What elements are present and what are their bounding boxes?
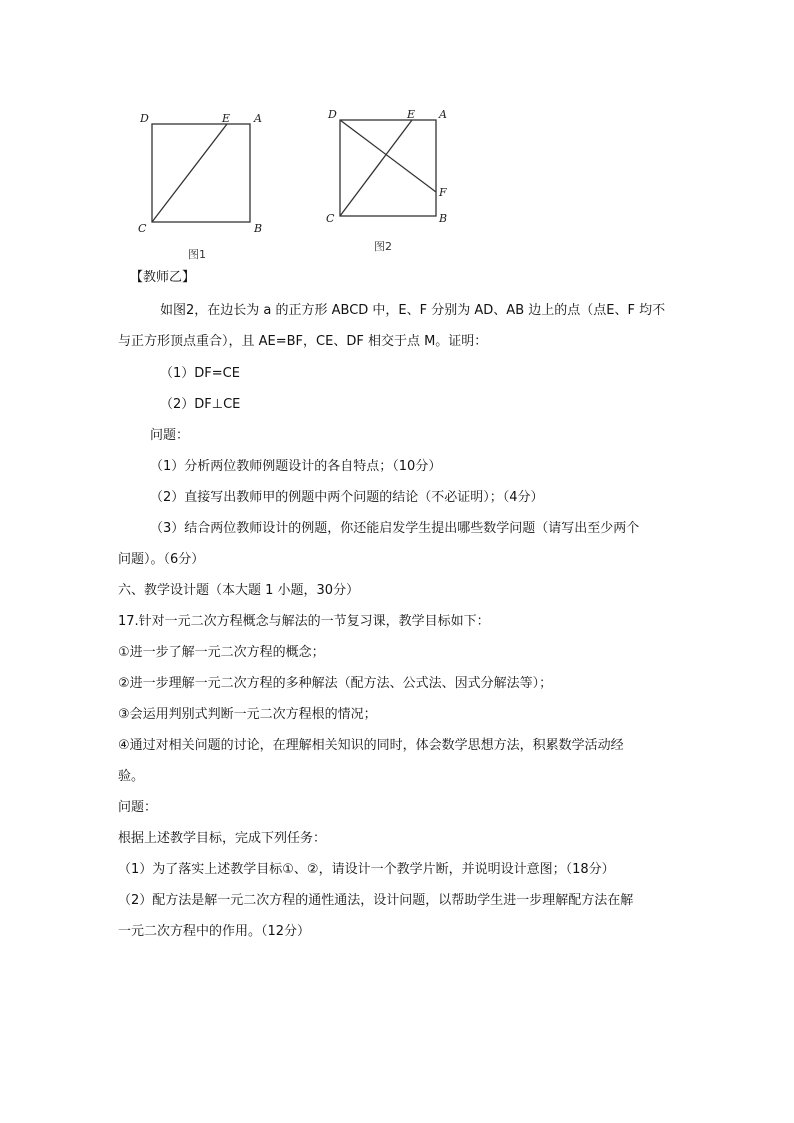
problem-text-line-1: 如图2，在边长为 a 的正方形 ABCD 中，E、F 分别为 AD、AB 边上的点（点E、F 均不 (160, 303, 666, 318)
task-2-line-1: （2）配方法是解一元二次方程的通性通法，设计问题，以帮助学生进一步理解配方法在解 (118, 893, 634, 908)
goal-4-line-1: ④通过对相关问题的讨论，在理解相关知识的同时，体会数学思想方法，积累数学活动经 (118, 738, 624, 753)
figure-1 (130, 108, 270, 268)
label-d: D (328, 108, 337, 121)
proof-item-1: （1）DF=CE (160, 366, 240, 381)
square-abcd (340, 120, 436, 216)
segment-df (340, 120, 436, 192)
label-b: B (439, 212, 448, 225)
teacher-b-heading: 【教师乙】 (130, 270, 196, 285)
task-2-line-2: 一元二次方程中的作用。（12分） (118, 924, 311, 939)
label-b: B (254, 222, 263, 235)
label-d: D (140, 112, 149, 125)
label-f: F (439, 186, 447, 199)
figure-2-caption: 图2 (374, 240, 392, 253)
label-a: A (254, 112, 262, 125)
goal-3: ③会运用判别式判断一元二次方程根的情况； (118, 707, 377, 722)
goal-2: ②进一步理解一元二次方程的多种解法（配方法、公式法、因式分解法等）； (118, 676, 553, 691)
question-3-line-2: 问题）。（6分） (118, 552, 205, 567)
problem-text-line-2: 与正方形顶点重合），且 AE=BF，CE、DF 相交于点 M。证明： (118, 334, 488, 349)
question-label-2: 问题： (118, 800, 158, 815)
goal-4-line-2: 验。 (118, 769, 145, 784)
label-a: A (439, 108, 447, 121)
figure-2 (318, 104, 458, 264)
question-label: 问题： (150, 428, 190, 443)
label-c: C (138, 222, 147, 235)
proof-item-2: （2）DF⊥CE (160, 397, 241, 412)
problem-17-intro: 17.针对一元二次方程概念与解法的一节复习课，教学目标如下： (118, 614, 490, 629)
task-intro: 根据上述教学目标，完成下列任务： (118, 831, 327, 846)
question-1: （1）分析两位教师例题设计的各自特点；（10分） (150, 459, 442, 474)
label-e: E (407, 108, 416, 121)
goal-1: ①进一步了解一元二次方程的概念； (118, 645, 325, 660)
label-e: E (222, 112, 231, 125)
square-abcd (152, 124, 250, 222)
task-1: （1）为了落实上述教学目标①、②，请设计一个教学片断，并说明设计意图；（18分） (118, 862, 615, 877)
segment-ce (340, 120, 412, 216)
segment-ce (152, 124, 227, 222)
figure-1-caption: 图1 (188, 248, 206, 261)
label-c: C (326, 212, 335, 225)
section-6-heading: 六、教学设计题（本大题 1 小题，30分） (118, 583, 360, 598)
question-3-line-1: （3）结合两位教师设计的例题，你还能启发学生提出哪些数学问题（请写出至少两个 (150, 521, 640, 536)
question-2: （2）直接写出教师甲的例题中两个问题的结论（不必证明）；（4分） (150, 490, 544, 505)
